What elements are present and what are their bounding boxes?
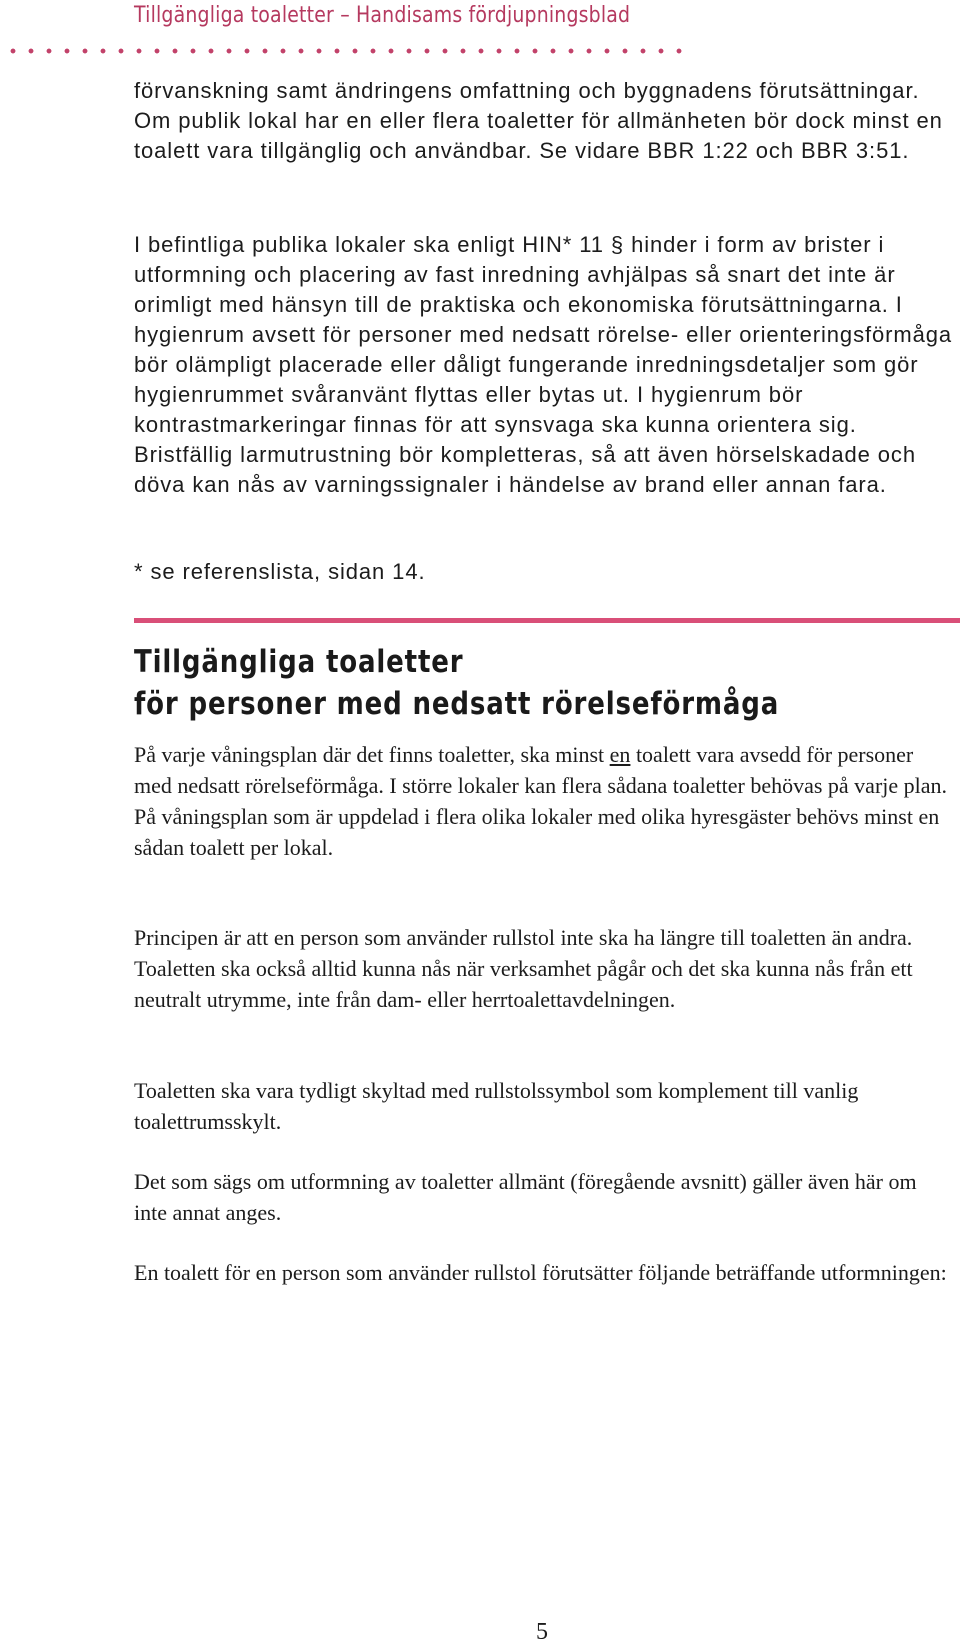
signage-paragraph: Toaletten ska vara tydligt skyltad med rullstolssymbol som komplement till vanlig toalettrumsskylt. <box>134 1078 859 1134</box>
section-rule <box>134 618 960 623</box>
intro-continuation-paragraph: förvanskning samt ändringens omfattning och byggnadens förutsättningar. Om publik lokal har en eller flera toaletter för allmänheten bör dock minst en toalett vara tillgänglig och användbar. Se vidare BBR 1:22 och BBR 3:51. <box>134 78 943 163</box>
section-heading <box>134 641 779 725</box>
existing-premises-paragraph: I befintliga publika lokaler ska enligt HIN* 11 § hinder i form av brister i utformning och placering av fast inredning avhjälpas så snart det inte är orimligt med hänsyn till de praktiska och ekonomiska förutsättningarna. I hygienrum avsett för personer med nedsatt rörelse- eller orienteringsförmåga bör olämpligt placerade eller dåligt fungerande inredningsdetaljer som gör hygienrummet svåranvänt flyttas eller bytas ut. I hygienrum bör kontrastmarkeringar finnas för att synsvaga ska kunna orientera sig. Bristfällig larmutrustning bör kompletteras, så att även hörselskadade och döva kan nås av varningssignaler i händelse av brand eller annan fara. <box>134 232 952 497</box>
wheelchair-requirements-intro: En toalett för en person som använder rullstol förutsätter följande beträffande utformningen: <box>134 1260 947 1285</box>
section-heading-line-2: för personer med nedsatt rörelseförmåga <box>134 686 780 722</box>
page-number: 5 <box>536 1619 548 1645</box>
requirement-text-end: toalett vara avsedd för personer med nedsatt rörelseförmåga. I större lokaler kan flera sådana toaletter behövas på varje plan. På våningsplan som är uppdelad i flera olika lokaler med olika hyresgäster behövs minst en sådan toalett per lokal. <box>134 742 948 860</box>
requirement-text-start: På varje våningsplan där det finns toaletter, ska minst <box>134 742 610 767</box>
principle-paragraph: Principen är att en person som använder rullstol inte ska ha längre till toaletten än andra. Toaletten ska också alltid kunna nås när verksamhet pågår och det ska kunna nås från ett neutralt utrymme, inte från dam- eller herrtoalettavdelningen. <box>134 925 913 1012</box>
reference-footnote: * se referenslista, sidan 14. <box>134 559 426 584</box>
dotted-divider <box>4 48 694 54</box>
general-design-paragraph: Det som sägs om utformning av toaletter allmänt (föregående avsnitt) gäller även här om inte annat anges. <box>134 1169 917 1225</box>
section-heading-line-1: Tillgängliga toaletter <box>134 644 464 680</box>
requirement-emphasis: en <box>609 742 631 767</box>
requirement-paragraph <box>134 739 954 863</box>
running-header: Tillgängliga toaletter – Handisams fördjupningsblad <box>134 3 631 28</box>
